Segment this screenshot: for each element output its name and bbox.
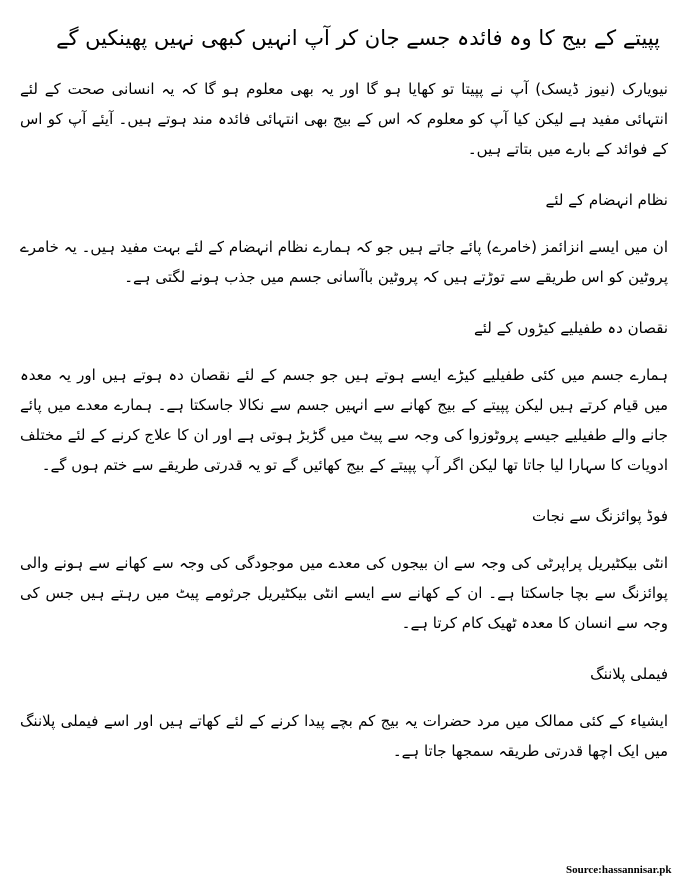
section-heading-food-poisoning: فوڈ پوائزنگ سے نجات bbox=[532, 507, 668, 525]
section-body-family-planning: ایشیاء کے کئی ممالک میں مرد حضرات یہ بیج کم بچے پیدا کرنے کے لئے کھاتے ہیں اور اسے فیملی پلاننگ میں ایک اچھا قدرتی طریقہ سمجھا جاتا ہے۔ bbox=[20, 712, 668, 760]
section-heading-digestion: نظام انہضام کے لئے bbox=[545, 191, 668, 209]
source-credit: Source:hassannisar.pk bbox=[566, 864, 672, 876]
section-heading-family-planning: فیملی پلاننگ bbox=[590, 665, 668, 683]
intro-paragraph: نیویارک (نیوز ڈیسک) آپ نے پپیتا تو کھایا ہو گا اور یہ بھی معلوم ہو گا کہ یہ انسانی صحت کے لئے انتہائی مفید ہے لیکن کیا آپ کو معلوم کہ اس کے بیج بھی انتہائی فائدہ مند ہوتے ہیں۔ آیئے آپ کو اس کے فوائد کے بارے میں بتاتے ہیں۔ bbox=[20, 80, 668, 158]
section-body-parasites: ہمارے جسم میں کئی طفیلیے کیڑے ایسے ہوتے ہیں جو جسم کے لئے نقصان دہ ہوتے ہیں اور یہ معدہ میں قیام کرتے ہیں لیکن پپیتے کے بیج کھانے سے انہیں جسم سے نکالا جاسکتا ہے۔ ہمارے معدے میں پائے جانے والے طفیلیے جیسے پروٹوزوا کی وجہ سے پیٹ میں گڑبڑ ہوتی ہے اور ان کا علاج کرنے کے لئے مختلف ادویات کا سہارا لیا جاتا تھا لیکن اگر آپ پپیتے کے بیج کھائیں گے تو یہ قدرتی طریقے سے ختم ہوں گے۔ bbox=[20, 366, 668, 474]
section-heading-parasites: نقصان دہ طفیلیے کیڑوں کے لئے bbox=[473, 319, 668, 337]
article-title: پپیتے کے بیج کا وہ فائدہ جسے جان کر آپ انہیں کبھی نہیں پھینکیں گے bbox=[56, 26, 660, 50]
section-body-digestion: ان میں ایسے انزائمز (خامرے) پائے جاتے ہیں جو کہ ہمارے نظام انہضام کے لئے بہت مفید ہیں۔ یہ خامرے پروٹین کو اس طریقے سے توڑتے ہیں کہ پروٹین باآسانی جسم میں جذب ہونے لگتی ہے۔ bbox=[20, 238, 668, 286]
section-body-food-poisoning: انٹی بیکٹیریل پراپرٹی کی وجہ سے ان بیجوں کی معدے میں موجودگی کی وجہ سے کھانے سے ہونے والی پوائزنگ سے بچا جاسکتا ہے۔ ان کے کھانے سے ایسے انٹی بیکٹیریل جرثومے پیٹ میں رہتے ہیں جس کی وجہ سے انسان کا معدہ ٹھیک کام کرتا ہے۔ bbox=[20, 554, 668, 632]
